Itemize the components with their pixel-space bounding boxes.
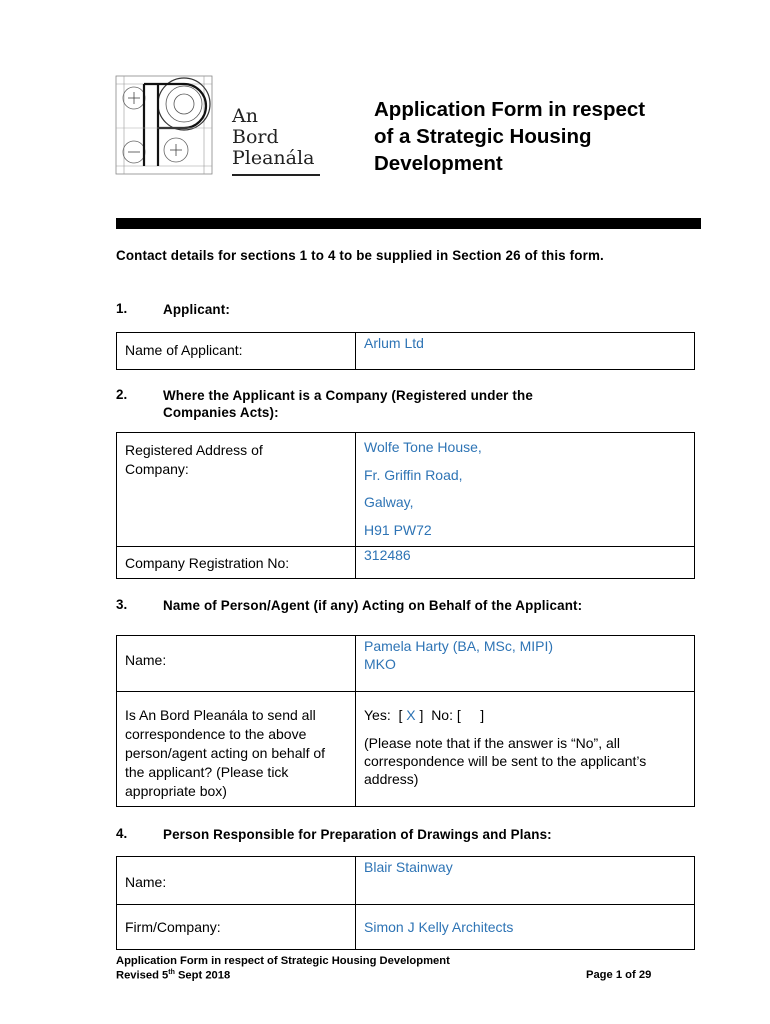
firm-value[interactable]: Simon J Kelly Architects <box>364 919 514 935</box>
table-row <box>117 547 695 579</box>
applicant-table <box>116 332 695 370</box>
title-line-3: Development <box>374 152 503 175</box>
firm-value-cell[interactable] <box>356 905 695 950</box>
agent-name-value[interactable] <box>364 637 553 673</box>
company-reg-value[interactable]: 312486 <box>364 547 411 563</box>
applicant-name-value-cell[interactable] <box>356 333 695 370</box>
question-line: person/agent acting on behalf of <box>125 745 326 761</box>
section-1-heading: Applicant: <box>163 302 230 317</box>
table-row <box>117 692 695 807</box>
company-reg-label: Company Registration No: <box>125 555 290 571</box>
section-2-heading-line-1: Where the Applicant is a Company (Registered under the <box>163 388 533 403</box>
table-row <box>117 333 695 370</box>
footer-revision <box>116 969 230 982</box>
footer-revision-suffix: Sept 2018 <box>174 969 231 982</box>
company-reg-label-cell <box>117 547 356 579</box>
logo-text-bord: Bord <box>232 126 279 148</box>
logo-text-an: An <box>232 105 258 127</box>
agent-name-line-2: MKO <box>364 656 396 672</box>
agent-name-value-cell[interactable] <box>356 636 695 692</box>
header-rule <box>116 218 701 229</box>
address-line: Galway, <box>364 494 414 510</box>
no-checkbox[interactable]: ] No: [ ] <box>415 707 485 723</box>
correspondence-question <box>125 706 325 801</box>
address-line: Wolfe Tone House, <box>364 439 482 455</box>
agent-name-label-cell <box>117 636 356 692</box>
page-title <box>374 96 714 177</box>
address-line: Fr. Griffin Road, <box>364 466 463 483</box>
registered-address-label-line-2: Company: <box>125 461 189 477</box>
note-line: address) <box>364 771 419 787</box>
drawings-table <box>116 856 695 950</box>
registered-address-value[interactable] <box>364 434 482 544</box>
yes-checkbox-mark[interactable]: X <box>406 707 416 723</box>
title-line-1: Application Form in respect <box>374 98 646 121</box>
section-1-number: 1. <box>116 301 128 316</box>
section-3-heading: Name of Person/Agent (if any) Acting on Behalf of the Applicant: <box>163 598 583 613</box>
section-2-number: 2. <box>116 387 128 402</box>
yes-no-checkboxes[interactable] <box>364 706 484 725</box>
question-line: Is An Bord Pleanála to send all <box>125 707 316 723</box>
applicant-name-label-cell <box>117 333 356 370</box>
footer-revision-sup: th <box>168 969 175 976</box>
drawings-name-label: Name: <box>125 874 167 890</box>
table-row <box>117 905 695 950</box>
agent-table <box>116 635 695 807</box>
intro-text: Contact details for sections 1 to 4 to be supplied in Section 26 of this form. <box>116 248 604 263</box>
drawings-name-label-cell <box>117 857 356 905</box>
table-row <box>117 433 695 547</box>
section-2-heading <box>163 387 633 421</box>
drawings-name-value-cell[interactable] <box>356 857 695 905</box>
registered-address-label-line-1: Registered Address of <box>125 442 263 458</box>
registered-address-label-cell <box>117 433 356 547</box>
section-4-heading: Person Responsible for Preparation of Drawings and Plans: <box>163 827 552 842</box>
company-table <box>116 432 695 579</box>
section-3-number: 3. <box>116 597 128 612</box>
logo-underline <box>232 174 320 176</box>
footer-title: Application Form in respect of Strategic Housing Development <box>116 955 450 967</box>
table-row <box>117 636 695 692</box>
correspondence-answer-cell[interactable] <box>356 692 695 807</box>
correspondence-note <box>364 734 646 788</box>
applicant-name-label: Name of Applicant: <box>125 342 243 358</box>
table-row <box>117 857 695 905</box>
registered-address-label <box>125 441 263 479</box>
an-bord-pleanala-logo <box>114 72 322 178</box>
agent-name-label: Name: <box>125 652 167 668</box>
agent-name-line-1: Pamela Harty (BA, MSc, MIPI) <box>364 638 554 654</box>
firm-label-cell <box>117 905 356 950</box>
address-line: H91 PW72 <box>364 521 432 538</box>
section-4-number: 4. <box>116 826 128 841</box>
question-line: appropriate box) <box>125 783 227 799</box>
drawings-name-value[interactable]: Blair Stainway <box>364 859 453 875</box>
firm-label: Firm/Company: <box>125 919 221 935</box>
question-line: correspondence to the above <box>125 726 307 742</box>
footer-revision-prefix: Revised 5 <box>116 969 169 982</box>
page-number: Page 1 of 29 <box>586 969 652 981</box>
registered-address-value-cell[interactable] <box>356 433 695 547</box>
section-2-heading-line-2: Companies Acts): <box>163 405 279 420</box>
note-line: (Please note that if the answer is “No”, all <box>364 735 621 751</box>
correspondence-question-cell <box>117 692 356 807</box>
applicant-name-value[interactable]: Arlum Ltd <box>364 335 424 351</box>
company-reg-value-cell[interactable] <box>356 547 695 579</box>
question-line: the applicant? (Please tick <box>125 764 289 780</box>
yes-prefix: Yes: [ <box>364 707 407 723</box>
logo-text-pleanala: Pleanála <box>232 147 315 169</box>
note-line: correspondence will be sent to the applicant’s <box>364 753 647 769</box>
title-line-2: of a Strategic Housing <box>374 125 592 148</box>
